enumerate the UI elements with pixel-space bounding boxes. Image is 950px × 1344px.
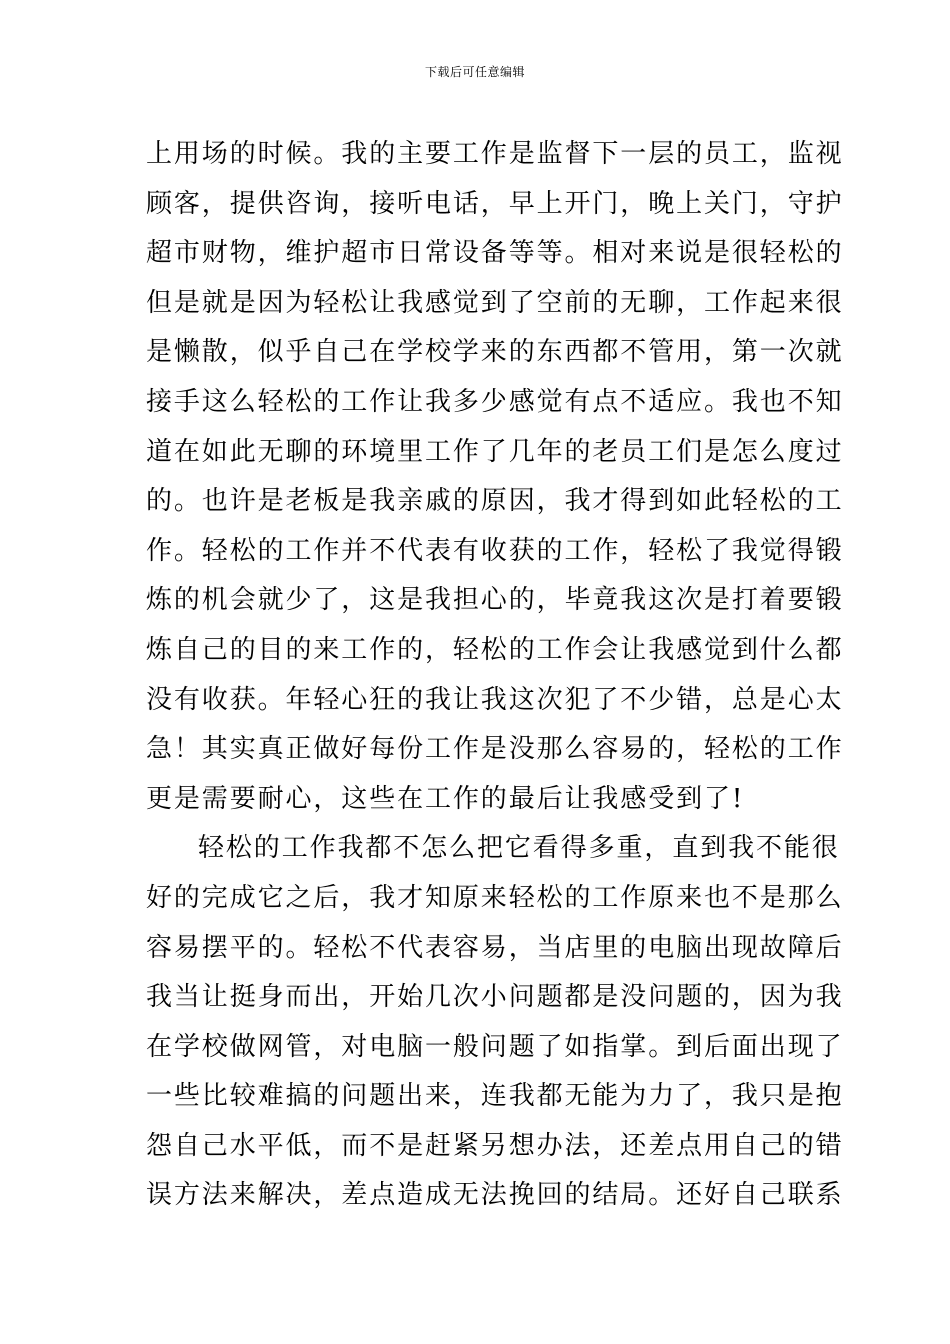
body-line: 怨自己水平低，而不是赶紧另想办法，还差点用自己的错	[146, 1130, 844, 1161]
body-line: 作。轻松的工作并不代表有收获的工作，轻松了我觉得锻	[146, 535, 844, 566]
body-line: 误方法来解决，差点造成无法挽回的结局。还好自己联系	[146, 1180, 844, 1211]
body-line: 好的完成它之后，我才知原来轻松的工作原来也不是那么	[146, 882, 844, 913]
body-line: 道在如此无聊的环境里工作了几年的老员工们是怎么度过	[146, 436, 844, 467]
body-line: 没有收获。年轻心狂的我让我这次犯了不少错，总是心太	[146, 684, 844, 715]
body-line: 在学校做网管，对电脑一般问题了如指掌。到后面出现了	[146, 1031, 844, 1062]
body-line: 一些比较难搞的问题出来，连我都无能为力了，我只是抱	[146, 1081, 844, 1112]
body-line: 顾客，提供咨询，接听电话，早上开门，晚上关门，守护	[146, 188, 844, 219]
body-line: 上用场的时候。我的主要工作是监督下一层的员工，监视	[146, 139, 844, 169]
body-line: 炼自己的目的来工作的，轻松的工作会让我感觉到什么都	[146, 634, 844, 665]
page-header: 下载后可任意编辑	[424, 65, 525, 79]
paragraph-first-line: 轻松的工作我都不怎么把它看得多重，直到我不能很	[198, 833, 840, 864]
body-line: 接手这么轻松的工作让我多少感觉有点不适应。我也不知	[146, 386, 844, 417]
document-body	[146, 130, 844, 1221]
body-line: 容易摆平的。轻松不代表容易，当店里的电脑出现故障后	[146, 932, 844, 963]
body-line: 的。也许是老板是我亲戚的原因，我才得到如此轻松的工	[146, 486, 844, 517]
body-line: 是懒散，似乎自己在学校学来的东西都不管用，第一次就	[146, 337, 844, 368]
body-line: 我当让挺身而出，开始几次小问题都是没问题的，因为我	[146, 982, 844, 1013]
body-line: 但是就是因为轻松让我感觉到了空前的无聊，工作起来很	[146, 287, 844, 318]
body-line: 炼的机会就少了，这是我担心的，毕竟我这次是打着要锻	[146, 585, 844, 616]
body-line: 超市财物，维护超市日常设备等等。相对来说是很轻松的	[146, 238, 844, 269]
body-line: 更是需要耐心，这些在工作的最后让我感受到了!	[146, 783, 745, 814]
body-line: 急！其实真正做好每份工作是没那么容易的，轻松的工作	[146, 734, 844, 765]
